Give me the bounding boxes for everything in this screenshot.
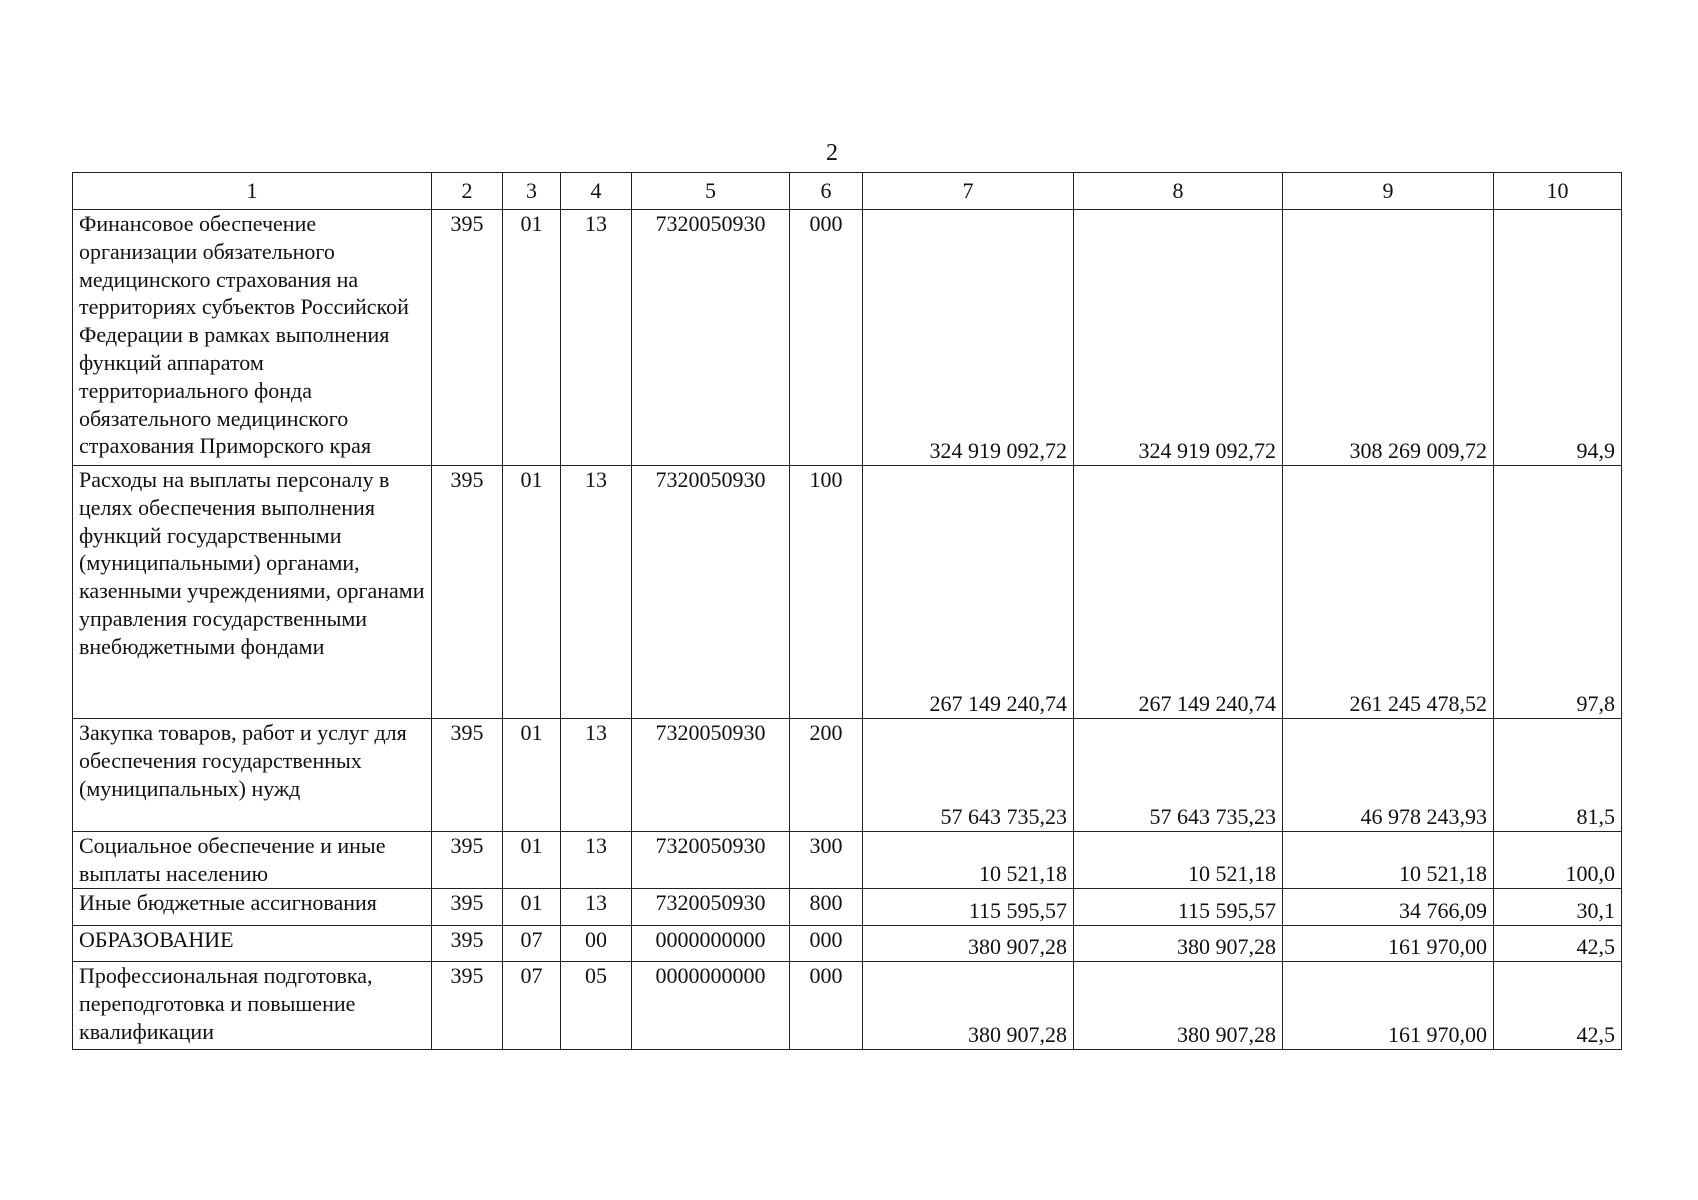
- table-row: [73, 832, 1622, 889]
- execution-percent: 100,0: [1494, 832, 1622, 889]
- amount-executed: 161 970,00: [1283, 962, 1494, 1050]
- column-header: 3: [503, 173, 561, 210]
- table-row: [73, 926, 1622, 962]
- page-number: 2: [826, 140, 838, 166]
- code-expense-type: 000: [790, 210, 863, 466]
- code-subsection: 13: [561, 466, 632, 719]
- code-section: 01: [503, 210, 561, 466]
- row-name: Расходы на выплаты персоналу в целях обеспечения выполнения функций государственными (муниципальными) органами, казенными учреждениями, органами управления государственными внебюджетными фондами: [73, 466, 432, 719]
- execution-percent: 81,5: [1494, 719, 1622, 832]
- code-subsection: 05: [561, 962, 632, 1050]
- code-section: 01: [503, 466, 561, 719]
- code-admin: 395: [432, 466, 503, 719]
- code-target: 7320050930: [632, 466, 790, 719]
- amount-approved: 115 595,57: [863, 889, 1074, 926]
- amount-planned: 115 595,57: [1074, 889, 1283, 926]
- amount-planned: 380 907,28: [1074, 962, 1283, 1050]
- code-target: 0000000000: [632, 962, 790, 1050]
- amount-approved: 380 907,28: [863, 926, 1074, 962]
- amount-planned: 324 919 092,72: [1074, 210, 1283, 466]
- column-header: 8: [1074, 173, 1283, 210]
- row-name: Профессиональная подготовка, переподготовка и повышение квалификации: [73, 962, 432, 1050]
- amount-approved: 267 149 240,74: [863, 466, 1074, 719]
- code-target: 0000000000: [632, 926, 790, 962]
- code-subsection: 13: [561, 719, 632, 832]
- row-name: ОБРАЗОВАНИЕ: [73, 926, 432, 962]
- column-header: 2: [432, 173, 503, 210]
- code-expense-type: 000: [790, 926, 863, 962]
- code-admin: 395: [432, 719, 503, 832]
- code-section: 01: [503, 889, 561, 926]
- column-header: 5: [632, 173, 790, 210]
- code-admin: 395: [432, 962, 503, 1050]
- amount-executed: 261 245 478,52: [1283, 466, 1494, 719]
- table-row: [73, 719, 1622, 832]
- code-subsection: 13: [561, 889, 632, 926]
- execution-percent: 94,9: [1494, 210, 1622, 466]
- table-row: [73, 466, 1622, 719]
- code-target: 7320050930: [632, 832, 790, 889]
- amount-executed: 10 521,18: [1283, 832, 1494, 889]
- amount-approved: 380 907,28: [863, 962, 1074, 1050]
- code-admin: 395: [432, 926, 503, 962]
- table-row: [73, 889, 1622, 926]
- code-target: 7320050930: [632, 889, 790, 926]
- budget-table: [72, 172, 1622, 1050]
- row-name: Социальное обеспечение и иные выплаты населению: [73, 832, 432, 889]
- execution-percent: 97,8: [1494, 466, 1622, 719]
- execution-percent: 42,5: [1494, 962, 1622, 1050]
- table-header-row: [73, 173, 1622, 210]
- code-subsection: 13: [561, 210, 632, 466]
- amount-executed: 308 269 009,72: [1283, 210, 1494, 466]
- amount-planned: 380 907,28: [1074, 926, 1283, 962]
- execution-percent: 30,1: [1494, 889, 1622, 926]
- column-header: 7: [863, 173, 1074, 210]
- amount-executed: 34 766,09: [1283, 889, 1494, 926]
- code-section: 01: [503, 832, 561, 889]
- code-expense-type: 800: [790, 889, 863, 926]
- code-section: 07: [503, 926, 561, 962]
- table-row: [73, 962, 1622, 1050]
- code-admin: 395: [432, 889, 503, 926]
- code-expense-type: 300: [790, 832, 863, 889]
- table-row: [73, 210, 1622, 466]
- code-expense-type: 200: [790, 719, 863, 832]
- code-section: 07: [503, 962, 561, 1050]
- row-name: Финансовое обеспечение организации обязательного медицинского страхования на территориях субъектов Российской Федерации в рамках выполнения функций аппаратом территориального фонда обязательного медицинского страхования Приморского края: [73, 210, 432, 466]
- amount-planned: 10 521,18: [1074, 832, 1283, 889]
- code-admin: 395: [432, 210, 503, 466]
- code-subsection: 00: [561, 926, 632, 962]
- column-header: 1: [73, 173, 432, 210]
- amount-planned: 57 643 735,23: [1074, 719, 1283, 832]
- row-name: Закупка товаров, работ и услуг для обеспечения государственных (муниципальных) нужд: [73, 719, 432, 832]
- code-admin: 395: [432, 832, 503, 889]
- column-header: 10: [1494, 173, 1622, 210]
- execution-percent: 42,5: [1494, 926, 1622, 962]
- code-section: 01: [503, 719, 561, 832]
- column-header: 4: [561, 173, 632, 210]
- code-expense-type: 100: [790, 466, 863, 719]
- amount-executed: 161 970,00: [1283, 926, 1494, 962]
- code-expense-type: 000: [790, 962, 863, 1050]
- column-header: 9: [1283, 173, 1494, 210]
- column-header: 6: [790, 173, 863, 210]
- amount-executed: 46 978 243,93: [1283, 719, 1494, 832]
- code-subsection: 13: [561, 832, 632, 889]
- amount-planned: 267 149 240,74: [1074, 466, 1283, 719]
- row-name: Иные бюджетные ассигнования: [73, 889, 432, 926]
- amount-approved: 324 919 092,72: [863, 210, 1074, 466]
- code-target: 7320050930: [632, 719, 790, 832]
- amount-approved: 10 521,18: [863, 832, 1074, 889]
- code-target: 7320050930: [632, 210, 790, 466]
- amount-approved: 57 643 735,23: [863, 719, 1074, 832]
